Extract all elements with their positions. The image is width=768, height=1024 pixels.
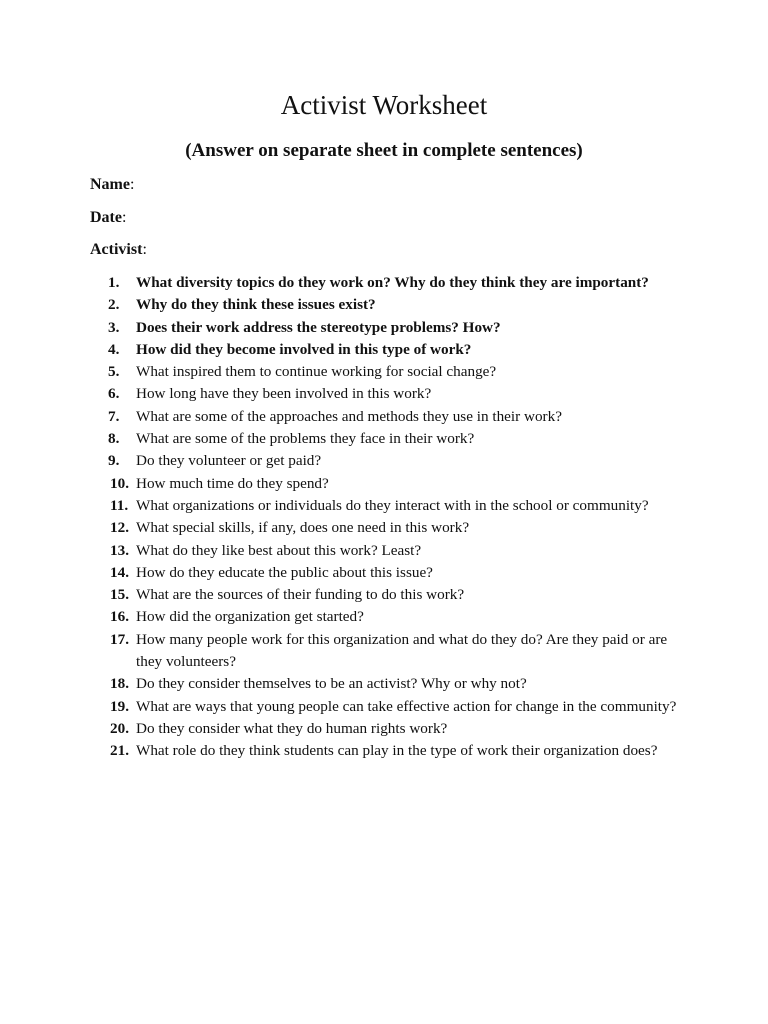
- activist-label: Activist: [90, 241, 143, 258]
- question-item: [108, 517, 688, 539]
- question-text: What role do they think students can play in the type of work their organization does?: [136, 742, 658, 760]
- question-text: What diversity topics do they work on? Why do they think they are important?: [136, 274, 649, 291]
- question-text: Do they consider what they do human rights work?: [136, 719, 448, 737]
- question-item: [108, 383, 688, 405]
- question-number: 9.: [108, 452, 120, 470]
- question-text: What are some of the approaches and methods they use in their work?: [136, 407, 562, 425]
- question-item: [108, 696, 688, 718]
- page-title: Activist Worksheet: [280, 90, 488, 120]
- question-item: [108, 606, 688, 628]
- question-item: [108, 495, 688, 517]
- question-item: [108, 562, 688, 584]
- question-number: 4.: [108, 340, 120, 358]
- question-number: 8.: [108, 430, 120, 448]
- question-number: 18.: [110, 675, 129, 693]
- question-item: [108, 450, 688, 472]
- question-item: [108, 317, 688, 339]
- question-number: 12.: [110, 519, 129, 537]
- question-number: 6.: [108, 385, 120, 403]
- question-text: Do they volunteer or get paid?: [136, 452, 322, 470]
- question-text: What special skills, if any, does one need in this work?: [136, 519, 470, 537]
- question-number: 3.: [108, 318, 120, 336]
- page-subtitle: (Answer on separate sheet in complete sentences): [185, 140, 583, 161]
- question-number: 16.: [110, 608, 129, 626]
- question-text: What do they like best about this work? Least?: [136, 541, 422, 559]
- question-text: What are the sources of their funding to do this work?: [136, 586, 465, 604]
- question-number: 19.: [110, 697, 129, 715]
- question-item: [108, 473, 688, 495]
- question-item: [108, 272, 688, 294]
- name-label: Name: [90, 176, 130, 193]
- question-text: What are ways that young people can take effective action for change in the community?: [136, 697, 677, 715]
- question-item: [108, 361, 688, 383]
- question-item: [108, 428, 688, 450]
- question-text: Does their work address the stereotype problems? How?: [136, 318, 501, 336]
- question-number: 21.: [110, 742, 129, 760]
- question-list: [108, 272, 688, 763]
- question-text: Why do they think these issues exist?: [136, 296, 376, 314]
- question-text: Do they consider themselves to be an activist? Why or why not?: [136, 675, 527, 693]
- question-text: How do they educate the public about this issue?: [136, 563, 433, 581]
- question-item: [108, 584, 688, 606]
- question-item: [108, 629, 688, 674]
- date-label: Date: [90, 209, 122, 226]
- question-item: [108, 740, 688, 762]
- question-number: 13.: [110, 541, 129, 559]
- question-item: [108, 294, 688, 316]
- question-item: [108, 718, 688, 740]
- question-text: What inspired them to continue working for social change?: [136, 363, 497, 381]
- question-number: 14.: [110, 563, 129, 581]
- question-text: What are some of the problems they face in their work?: [136, 430, 475, 448]
- question-text: How did the organization get started?: [136, 608, 364, 626]
- date-field: Date:: [90, 209, 127, 226]
- question-number: 7.: [108, 407, 120, 425]
- question-number: 5.: [108, 363, 120, 381]
- activist-field: Activist:: [90, 241, 147, 258]
- question-number: 17.: [110, 630, 129, 648]
- question-number: 20.: [110, 719, 129, 737]
- question-number: 2.: [108, 296, 120, 314]
- question-number: 1.: [108, 274, 120, 291]
- question-item: [108, 339, 688, 361]
- question-text: What organizations or individuals do they interact with in the school or community?: [136, 496, 649, 514]
- question-number: 10.: [110, 474, 129, 492]
- question-text: How many people work for this organization and what do they do? Are they paid or are they volunteers?: [136, 630, 668, 671]
- question-text: How long have they been involved in this work?: [136, 385, 432, 403]
- question-number: 15.: [110, 586, 129, 604]
- name-field: Name:: [90, 176, 135, 193]
- question-item: [108, 673, 688, 695]
- question-item: [108, 540, 688, 562]
- question-number: 11.: [110, 496, 129, 514]
- question-text: How much time do they spend?: [136, 474, 329, 492]
- question-item: [108, 406, 688, 428]
- question-text: How did they become involved in this type of work?: [136, 340, 472, 358]
